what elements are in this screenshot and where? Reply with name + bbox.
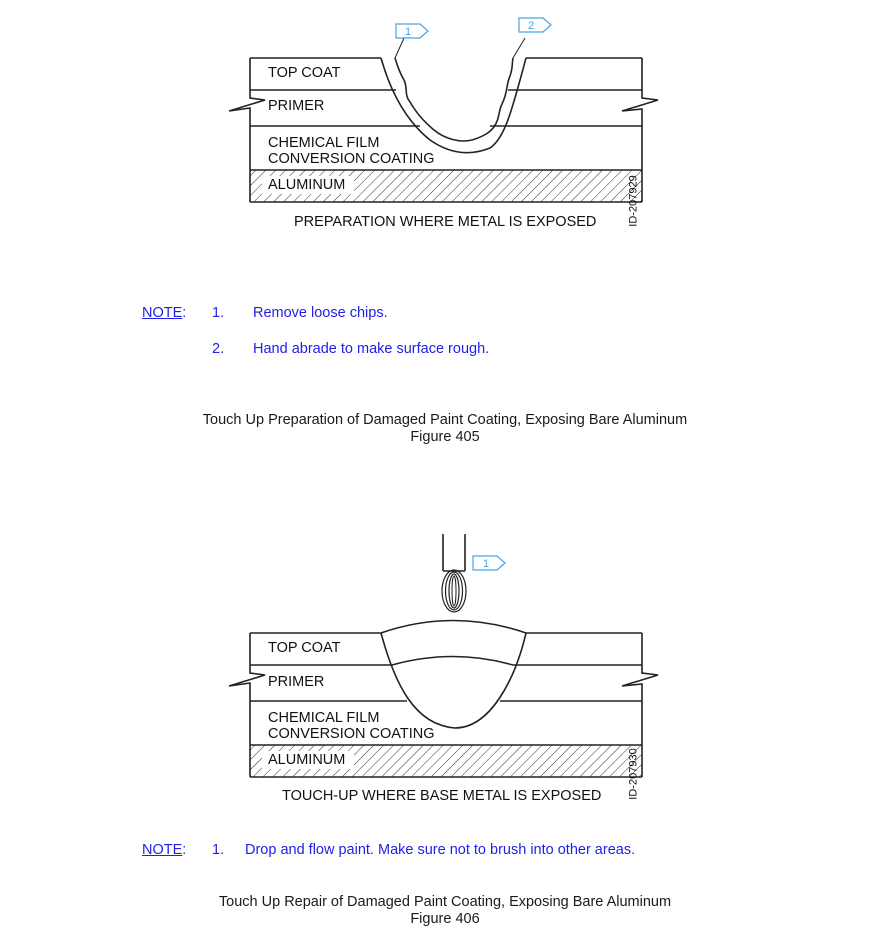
layer-label-aluminum: ALUMINUM [268,177,346,193]
layer-label-primer: PRIMER [268,98,325,114]
layer-label-top-coat: TOP COAT [268,65,341,81]
diagram-subtitle: TOUCH-UP WHERE BASE METAL IS EXPOSED [282,788,602,804]
svg-text:1: 1 [404,26,412,38]
caption-figure-number: Figure 405 [410,429,480,445]
svg-text:1: 1 [482,558,490,570]
image-id: ID-207929 [627,175,640,227]
callout-406-1 [473,556,505,570]
note-label: NOTE [142,842,183,858]
layer-label-chemical-film: CHEMICAL FILM [268,135,380,151]
svg-text:2: 2 [527,20,535,32]
layer-label-top-coat: TOP COAT [268,640,341,656]
note-406: NOTE: [142,842,187,858]
note-label: NOTE [142,305,183,321]
note-item-number: 1. [212,842,225,858]
note-405: NOTE: [142,305,187,321]
figure-caption-406 [0,894,872,928]
layer-label-conversion-coating: CONVERSION COATING [268,151,435,167]
layer-label-chemical-film: CHEMICAL FILM [268,710,380,726]
image-id: ID-207930 [627,748,640,800]
layer-label-aluminum: ALUMINUM [268,752,346,768]
note-item-text: Remove loose chips. [253,305,388,321]
layer-label-primer: PRIMER [268,674,325,690]
note-item-number: 1. [212,305,225,321]
caption-figure-number: Figure 406 [410,911,480,927]
note-item-text: Hand abrade to make surface rough. [253,341,490,357]
diagram-subtitle: PREPARATION WHERE METAL IS EXPOSED [294,214,597,230]
caption-title: Touch Up Preparation of Damaged Paint Coating, Exposing Bare Aluminum [202,412,688,428]
note-item-number: 2. [212,341,225,357]
figure-caption-405 [0,412,872,446]
callout-405-1 [396,24,428,38]
callout-405-2 [519,18,551,32]
caption-title: Touch Up Repair of Damaged Paint Coating, Exposing Bare Aluminum [218,894,672,910]
layer-label-conversion-coating: CONVERSION COATING [268,726,435,742]
note-item-text: Drop and flow paint. Make sure not to brush into other areas. [245,842,636,858]
paint-brush-icon [442,534,466,612]
